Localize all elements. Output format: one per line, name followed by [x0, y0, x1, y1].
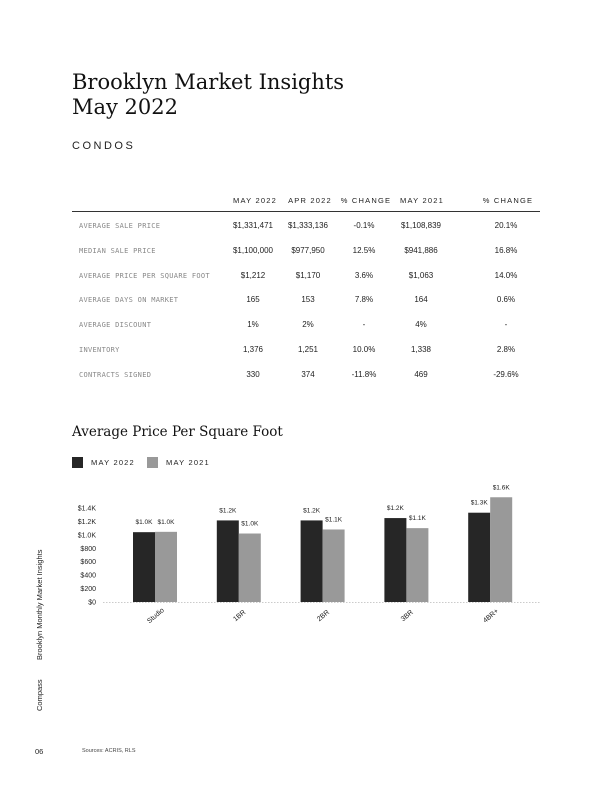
- y-tick-label: $1.4K: [77, 505, 96, 513]
- table-cell: 164: [414, 295, 428, 305]
- x-category-label: Studio: [146, 607, 166, 626]
- table-cell: 14.0%: [494, 270, 518, 280]
- bar-value-label: $1.0K: [135, 519, 153, 527]
- bar-value-label: $1.2K: [219, 507, 237, 515]
- bar-value-label: $1.2K: [386, 505, 404, 513]
- table-cell: 20.1%: [494, 221, 518, 230]
- bar-value-label: $1.1K: [325, 516, 343, 524]
- y-tick-label: $1.2K: [77, 518, 96, 526]
- column-header-pct-change-year: % CHANGE: [482, 196, 534, 205]
- table-cell: $1,063: [408, 270, 434, 280]
- table-cell: 3.6%: [354, 270, 374, 280]
- y-tick-label: $200: [80, 586, 96, 594]
- page-title-line2: May 2022: [72, 95, 179, 119]
- y-tick-label: $400: [80, 572, 96, 580]
- table-cell: 469: [414, 369, 428, 379]
- table-cell: $941,886: [404, 245, 438, 255]
- x-category-label: 3BR: [399, 609, 415, 624]
- table-cell: $1,333,136: [287, 221, 329, 230]
- table-cell: 374: [301, 369, 315, 379]
- table-cell: 12.5%: [352, 245, 376, 255]
- table-cell: -11.8%: [351, 369, 377, 379]
- bar-2br-may-2021: [323, 529, 345, 602]
- table-cell: 1,338: [410, 344, 432, 354]
- bar-value-label: $1.0K: [241, 520, 259, 528]
- table-cell: $1,108,839: [400, 221, 442, 230]
- bar-value-label: $1.3K: [470, 499, 488, 507]
- y-tick-label: $600: [80, 559, 96, 567]
- table-cell: $1,170: [295, 270, 321, 280]
- bar-2br-may-2022: [301, 520, 323, 602]
- bar-4brplus-may-2022: [468, 513, 490, 602]
- y-tick-label: $0: [88, 599, 96, 607]
- row-label: MEDIAN SALE PRICE: [79, 246, 156, 255]
- bar-value-label: $1.0K: [157, 518, 175, 526]
- bar-studio-may-2021: [155, 532, 177, 602]
- row-label: AVERAGE DISCOUNT: [79, 321, 152, 330]
- brand-name-vertical: Compass: [35, 679, 44, 711]
- table-cell: 16.8%: [494, 245, 518, 255]
- table-cell: -: [362, 320, 366, 330]
- table-cell: $1,100,000: [232, 245, 274, 255]
- legend-label-may-2022: MAY 2022: [91, 458, 135, 467]
- bar-value-label: $1.6K: [492, 484, 510, 492]
- x-category-label: 2BR: [316, 609, 332, 624]
- sources-note: Sources: ACRIS, RLS: [82, 748, 136, 754]
- table-cell: 2%: [302, 320, 314, 330]
- table-cell: 4%: [415, 320, 427, 330]
- table-cell: 1%: [247, 320, 259, 330]
- table-cell: -0.1%: [353, 221, 375, 230]
- row-label: INVENTORY: [79, 345, 120, 354]
- report-name-vertical: Brooklyn Monthly Market Insights: [35, 549, 44, 660]
- page-title-line1: Brooklyn Market Insights: [72, 70, 345, 94]
- bar-studio-may-2022: [133, 532, 155, 602]
- row-label: CONTRACTS SIGNED: [79, 370, 152, 379]
- bar-value-label: $1.1K: [408, 515, 426, 523]
- legend-label-may-2021: MAY 2021: [166, 458, 210, 467]
- bar-4brplus-may-2021: [490, 497, 512, 602]
- table-cell: $1,212: [240, 270, 266, 280]
- x-category-label: 4BR+: [482, 607, 501, 625]
- y-tick-label: $800: [80, 545, 96, 553]
- table-cell: -29.6%: [493, 369, 519, 379]
- table-cell: 10.0%: [352, 344, 376, 354]
- row-label: AVERAGE PRICE PER SQUARE FOOT: [79, 271, 210, 280]
- table-cell: 1,251: [297, 344, 319, 354]
- page-number: 06: [35, 747, 44, 756]
- column-header-may-2021: MAY 2021: [400, 196, 444, 205]
- x-category-label: 1BR: [232, 609, 248, 624]
- table-cell: 0.6%: [496, 295, 516, 305]
- row-label: AVERAGE SALE PRICE: [79, 222, 161, 230]
- column-header-apr-2022: APR 2022: [288, 196, 332, 205]
- y-tick-label: $1.0K: [77, 532, 96, 540]
- bar-value-label: $1.2K: [303, 507, 321, 515]
- bar-1br-may-2021: [239, 534, 261, 602]
- bar-3br-may-2022: [384, 518, 406, 602]
- table-cell: -: [504, 320, 508, 330]
- table-cell: $977,950: [291, 245, 325, 255]
- bar-1br-may-2022: [217, 520, 239, 602]
- column-header-pct-change-month: % CHANGE: [340, 196, 392, 205]
- row-label: AVERAGE DAYS ON MARKET: [79, 296, 179, 305]
- table-cell: 1,376: [242, 344, 264, 354]
- bar-3br-may-2021: [406, 528, 428, 602]
- table-cell: 2.8%: [496, 344, 516, 354]
- table-cell: 330: [246, 369, 260, 379]
- table-cell: 165: [246, 295, 260, 305]
- table-cell: 153: [301, 295, 315, 305]
- table-cell: 7.8%: [354, 295, 374, 305]
- column-header-may-2022: MAY 2022: [233, 196, 277, 205]
- table-cell: $1,331,471: [232, 221, 274, 230]
- section-label: CONDOS: [72, 140, 136, 152]
- chart-title: Average Price Per Square Foot: [72, 424, 283, 440]
